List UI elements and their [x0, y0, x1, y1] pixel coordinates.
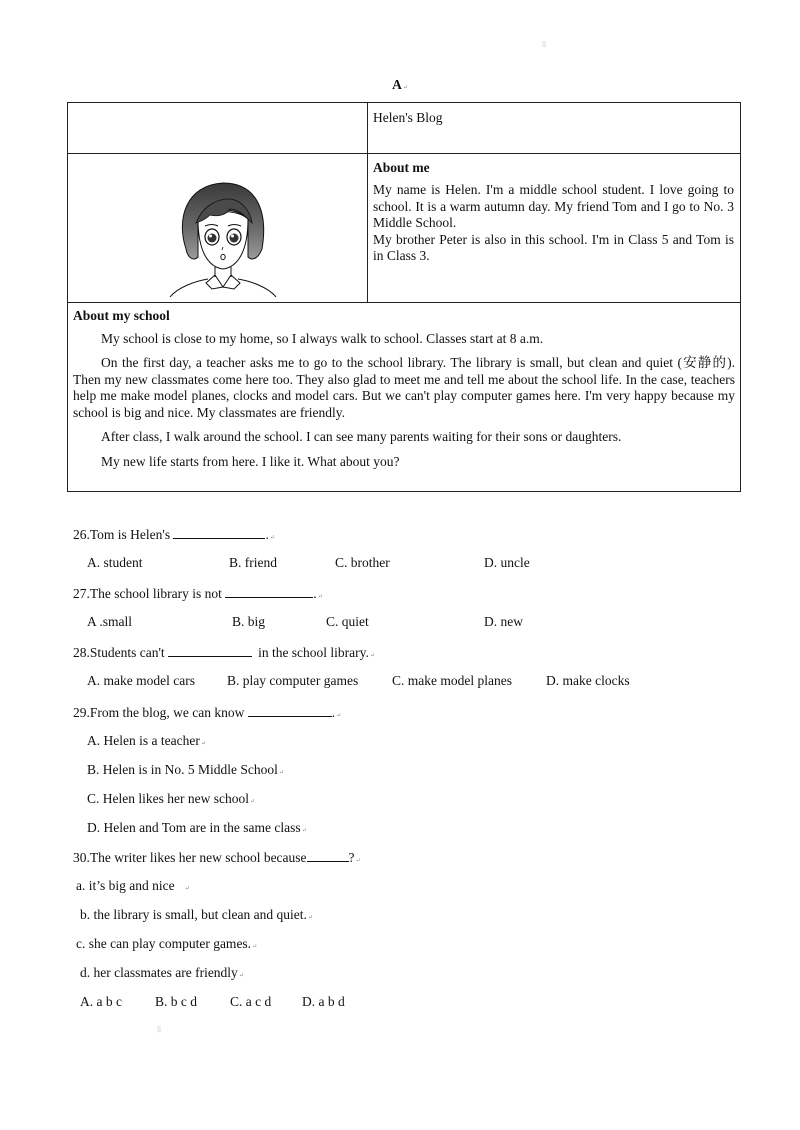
school-paragraph: My school is close to my home, so I always walk to school. Classes start at 8 a.m.: [101, 330, 544, 346]
question-29-option-a[interactable]: A. Helen is a teacher↵: [87, 733, 206, 748]
about-school-heading: About my school: [73, 308, 170, 323]
option-d[interactable]: D. uncle: [484, 555, 530, 570]
about-school-row: [68, 302, 740, 490]
statement-b: b. the library is small, but clean and quiet.↵: [80, 907, 313, 922]
statement-a: a. it’s big and nice ↵: [76, 878, 190, 893]
option-a[interactable]: A. student: [87, 555, 143, 570]
header-scan-mark: ░: [542, 42, 547, 48]
about-me-row: [68, 153, 740, 303]
about-me-text: [373, 182, 734, 265]
footer-scan-mark: ░: [157, 1027, 162, 1033]
school-paragraph: On the first day, a teacher asks me to go to the school library. The library is small, but clean and quiet (安静的). Then my new classmates come here too. They also glad to meet me and tell me about the school life. In the case, teachers help me make model planes, clocks and model cars. But we can't play computer games here. I'm very happy because my school is big and nice. My classmates are friendly.: [73, 355, 735, 420]
statement-d: d. her classmates are friendly↵: [80, 965, 244, 980]
school-paragraph: My new life starts from here. I like it. What about you?: [101, 453, 400, 469]
girl-portrait-illustration: [168, 179, 278, 297]
about-me-heading: About me: [373, 160, 430, 175]
option-a[interactable]: A .small: [87, 614, 133, 629]
section-label: A↵: [392, 77, 408, 92]
option-a[interactable]: A. a b c: [80, 994, 122, 1009]
about-me-line: My name is Helen. I'm a middle school student. I love going to school. It is a warm autumn day. My friend Tom and I go to No. 3 Middle School.: [373, 182, 734, 230]
option-b[interactable]: B. big: [232, 614, 266, 629]
question-27: 27.The school library is not .↵: [73, 586, 323, 601]
blog-title: Helen's Blog: [373, 110, 443, 125]
option-d[interactable]: D. new: [484, 614, 523, 629]
question-29-option-d[interactable]: D. Helen and Tom are in the same class↵: [87, 820, 307, 835]
about-me-line: My brother Peter is also in this school. I'm in Class 5 and Tom is in Class 3.: [373, 231, 734, 263]
option-c[interactable]: C. make model planes: [392, 673, 512, 688]
question-30: 30.The writer likes her new school because ?↵: [73, 850, 361, 865]
option-a[interactable]: A. make model cars: [87, 673, 195, 688]
option-b[interactable]: B. friend: [229, 555, 277, 570]
question-26: 26.Tom is Helen's .↵: [73, 527, 275, 542]
question-29: 29.From the blog, we can know .↵: [73, 705, 342, 720]
blog-title-row: [68, 103, 740, 154]
question-28: 28.Students can't in the school library.↵: [73, 645, 375, 660]
statement-c: c. she can play computer games.↵: [76, 936, 258, 951]
question-29-option-c[interactable]: C. Helen likes her new school↵: [87, 791, 255, 806]
option-c[interactable]: C. a c d: [230, 994, 272, 1009]
option-d[interactable]: D. a b d: [302, 994, 345, 1009]
question-29-option-b[interactable]: B. Helen is in No. 5 Middle School↵: [87, 762, 284, 777]
option-c[interactable]: C. quiet: [326, 614, 369, 629]
blog-table: [67, 102, 741, 492]
option-d[interactable]: D. make clocks: [546, 673, 630, 688]
option-b[interactable]: B. b c d: [155, 994, 197, 1009]
school-paragraph: After class, I walk around the school. I can see many parents waiting for their sons or daughters.: [101, 429, 622, 444]
option-b[interactable]: B. play computer games: [227, 673, 359, 688]
option-c[interactable]: C. brother: [335, 555, 390, 570]
